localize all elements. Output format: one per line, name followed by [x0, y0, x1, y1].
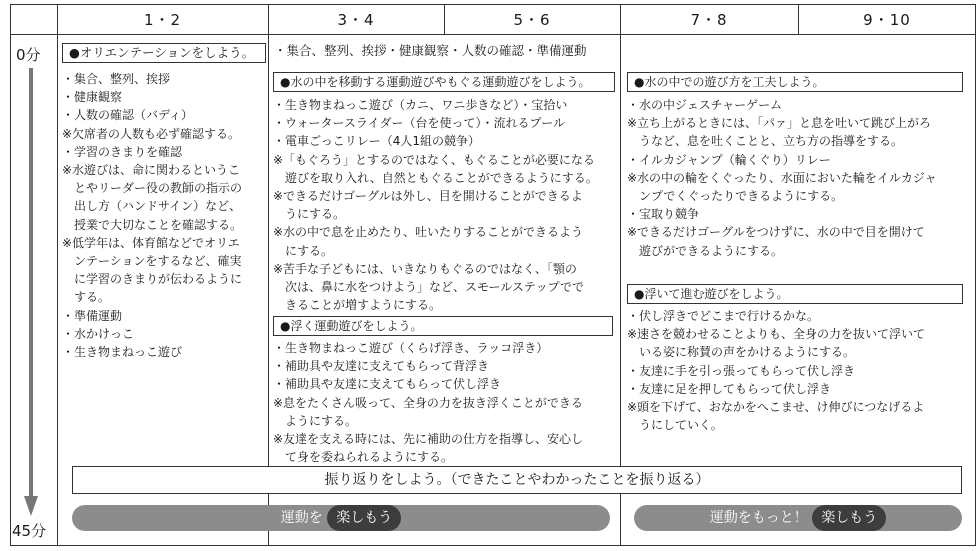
list-item: ・生き物まねっこ遊び（カニ、ワニ歩きなど）・宝拾い	[273, 98, 568, 112]
col-divider-time	[57, 4, 58, 546]
banner-prefix: 運動を	[280, 510, 323, 526]
moving-diving-heading: ●水の中を移動する運動遊びやもぐる運動遊びをしよう。	[273, 72, 615, 92]
list-item: ・伏し浮きでどこまで行けるかな。	[627, 309, 820, 323]
list-item: ンプでくぐったりできるようにする。	[627, 189, 844, 204]
list-item: ※友達を支える時には、先に補助の仕方を指導し、安心し	[273, 432, 584, 447]
reflection-box: 振り返りをしよう。（できたことやわかったことを振り返る）	[72, 466, 962, 494]
list-item: ・補助具や友達に支えてもらって伏し浮き	[273, 377, 502, 392]
list-item: ※速さを競わせることよりも、全身の力を抜いて浮いて	[627, 327, 926, 342]
list-item: ようにする。	[273, 413, 358, 428]
list-item: ・補助具や友達に支えてもらって背浮き	[273, 359, 490, 374]
list-item: ※低学年は、体育館などでオリエ	[62, 235, 240, 250]
enjoy-banner-upper	[634, 505, 962, 531]
floating-heading: ●浮く運動遊びをしよう。	[273, 316, 613, 336]
list-item: ※欠席者の人数も必ず確認する。	[62, 126, 241, 141]
list-item: ・人数の確認（バディ）	[62, 108, 194, 123]
list-item: ※できるだけゴーグルをつけずに、水の中で目を開けて	[627, 225, 925, 240]
grade-header-7-8: 7・8	[690, 11, 728, 29]
list-item: ・友達に足を押してもらって伏し浮き	[627, 381, 832, 396]
list-item: する。	[62, 290, 111, 305]
list-item: ・健康観察	[62, 90, 123, 105]
header-divider	[10, 34, 976, 35]
time-end-label: 45分	[12, 522, 47, 540]
list-item: うなど、息を吐くことと、立ち方の指導をする。	[627, 134, 904, 149]
list-item: うにする。	[273, 207, 346, 222]
list-item: ※苦手な子どもには、いきなりもぐるのではなく、「顎の	[273, 261, 577, 276]
float-glide-content	[627, 307, 925, 434]
list-item: にする。	[273, 243, 334, 258]
grade-header-9-10: 9・10	[863, 11, 911, 29]
list-item: ※「もぐろう」とするのではなく、もぐることが必要になる	[273, 152, 595, 167]
list-item: 遊びができるようにする。	[627, 243, 784, 258]
col-divider-56	[620, 4, 621, 546]
moving-diving-content	[273, 96, 598, 314]
list-item: いる姿に称賛の声をかけるようにする。	[627, 345, 856, 360]
list-item: ・準備運動	[62, 308, 123, 323]
water-play-heading: ●水の中での遊び方を工夫しよう。	[627, 72, 963, 92]
list-item: 遊びを取り入れ、自然ともぐることができるようにする。	[273, 170, 598, 185]
list-item: ※息をたくさん吸って、全身の力を抜き浮くことができる	[273, 395, 583, 410]
list-item: ンテーションをするなど、確実	[62, 254, 242, 269]
grade-header-5-6: 5・6	[513, 11, 551, 29]
list-item: ※水の中で息を止めたり、吐いたりすることができるよう	[273, 225, 584, 240]
common-intro-line: ・集合、整列、挨拶・健康観察・人数の確認・準備運動	[274, 43, 587, 58]
orientation-heading: ●オリエンテーションをしよう。	[62, 43, 266, 63]
banner-highlight-cloud: 楽しもう	[812, 505, 886, 531]
floating-content	[273, 339, 583, 466]
list-item: うにしていく。	[627, 418, 723, 433]
list-item: て身を委ねられるようにする。	[273, 450, 454, 465]
list-item: とやリーダー役の教師の指示の	[62, 181, 243, 196]
col-divider-12	[268, 4, 269, 546]
list-item: ・ウォータースライダー（台を使って）・流れるプール	[273, 116, 565, 131]
list-item: ※立ち上がるときには、「パァ」と息を吐いて跳び上がろ	[627, 116, 932, 131]
list-item: 授業で大切なことを確認する。	[62, 217, 243, 232]
list-item: 次は、鼻に水をつけよう」など、スモールステップでで	[273, 280, 585, 295]
timeline-arrow	[24, 68, 38, 520]
list-item: ・生き物まねっこ遊び（くらげ浮き、ラッコ浮き）	[273, 341, 549, 355]
list-item: ・宝取り競争	[627, 207, 700, 222]
orientation-content	[62, 70, 242, 361]
water-play-content	[627, 96, 937, 260]
list-item: ・生き物まねっこ遊び	[62, 345, 183, 360]
list-item: ※水の中の輪をくぐったり、水面においた輪をイルカジャ	[627, 170, 937, 185]
list-item: ・水かけっこ	[62, 326, 135, 341]
list-item: に学習のきまりが伝わるように	[62, 272, 243, 287]
float-glide-heading: ●浮いて進む遊びをしよう。	[627, 284, 963, 304]
list-item: ・学習のきまりを確認	[62, 144, 183, 159]
list-item: きることが増すようにする。	[273, 298, 442, 313]
list-item: ・友達に手を引っ張ってもらって伏し浮き	[627, 363, 856, 378]
list-item: ※頭を下げて、おなかをへこませ、け伸びにつなげるよ	[627, 400, 925, 415]
grade-header-3-4: 3・4	[337, 11, 375, 29]
time-start-label: 0分	[16, 46, 41, 64]
banner-highlight-cloud: 楽しもう	[327, 505, 401, 531]
list-item: ※水遊びは、命に関わるというこ	[62, 163, 241, 178]
list-item: ・集合、整列、挨拶	[62, 72, 171, 86]
list-item: ・イルカジャンプ（輪くぐり）リレー	[627, 152, 831, 167]
enjoy-banner-lower	[72, 505, 610, 531]
list-item: 出し方（ハンドサイン）など、	[62, 199, 242, 214]
list-item: ・電車ごっこリレー（4人1組の競争）	[273, 134, 481, 149]
grade-header-1-2: 1・2	[143, 11, 182, 29]
list-item: ・水の中ジェスチャーゲーム	[627, 98, 783, 112]
list-item: ※できるだけゴーグルは外し、目を開けることができるよ	[273, 189, 583, 204]
banner-prefix: 運動をもっと！	[709, 510, 808, 526]
